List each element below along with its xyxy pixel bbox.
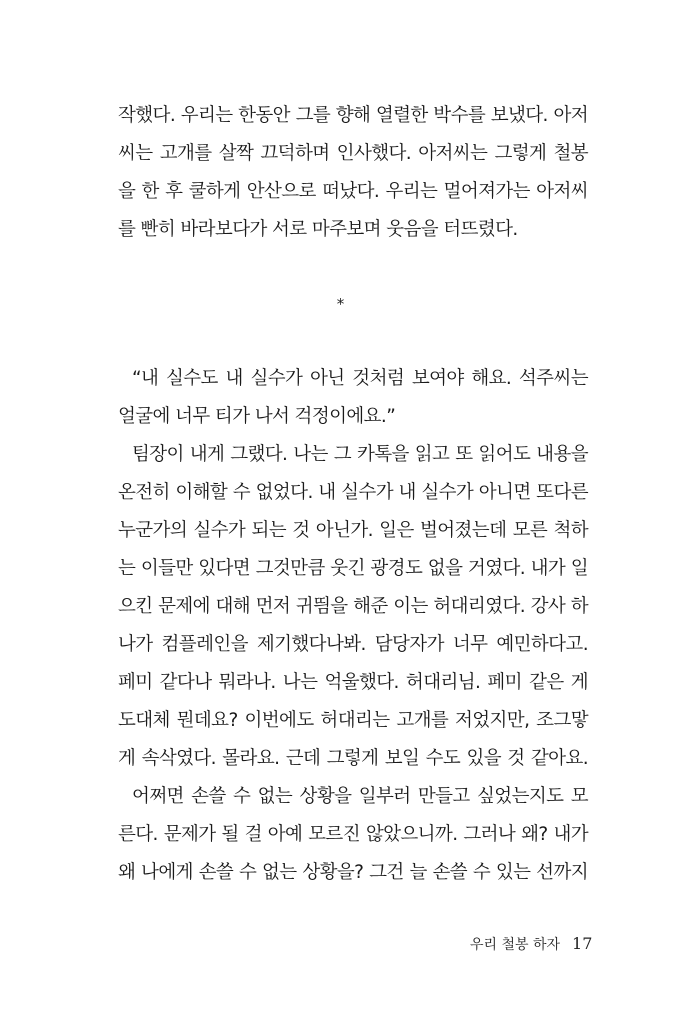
text-line: 른다. 문제가 될 걸 아예 모르진 않았으니까. 그러나 왜? 내가 xyxy=(118,824,588,845)
text-line: 는 이들만 있다면 그것만큼 웃긴 광경도 없을 거였다. 내가 일 xyxy=(118,558,588,579)
text-line: 얼굴에 너무 티가 나서 걱정이에요.” xyxy=(118,406,396,427)
text-line: 온전히 이해할 수 없었다. 내 실수가 내 실수가 아니면 또다른 xyxy=(118,482,588,503)
text-line: 도대체 뭔데요? 이번에도 허대리는 고개를 저었지만, 조그맣 xyxy=(118,710,588,731)
page-number: 17 xyxy=(572,934,593,953)
text-line: 왜 나에게 손쓸 수 없는 상황을? 그건 늘 손쓸 수 있는 선까지 xyxy=(118,862,588,883)
text-line: 나가 컴플레인을 제기했다나봐. 담당자가 너무 예민하다고. xyxy=(118,634,588,655)
text-line: 으킨 문제에 대해 먼저 귀띔을 해준 이는 허대리였다. 강사 하 xyxy=(118,596,588,617)
text-line: 씨는 고개를 살짝 끄덕하며 인사했다. 아저씨는 그렇게 철봉 xyxy=(118,143,588,164)
text-line: 누군가의 실수가 되는 것 아닌가. 일은 벌어졌는데 모른 척하 xyxy=(118,520,588,541)
text-line: 어쩌면 손쓸 수 없는 상황을 일부러 만들고 싶었는지도 모 xyxy=(132,786,588,807)
text-line: 페미 같다나 뭐라나. 나는 억울했다. 허대리님. 페미 같은 게 xyxy=(118,672,588,693)
section-divider: * xyxy=(336,295,345,313)
text-line: 팀장이 내게 그랬다. 나는 그 카톡을 읽고 또 읽어도 내용을 xyxy=(132,444,588,465)
text-line: 를 빤히 바라보다가 서로 마주보며 웃음을 터뜨렸다. xyxy=(118,219,518,240)
page-footer xyxy=(470,934,595,954)
text-line: “내 실수도 내 실수가 아닌 것처럼 보여야 해요. 석주씨는 xyxy=(132,368,588,389)
text-line: 작했다. 우리는 한동안 그를 향해 열렬한 박수를 보냈다. 아저 xyxy=(118,105,588,126)
text-line: 게 속삭였다. 몰라요. 근데 그렇게 보일 수도 있을 것 같아요. xyxy=(118,748,588,769)
running-title: 우리 철봉 하자 xyxy=(470,937,561,953)
text-line: 을 한 후 쿨하게 안산으로 떠났다. 우리는 멀어져가는 아저씨 xyxy=(118,181,588,202)
